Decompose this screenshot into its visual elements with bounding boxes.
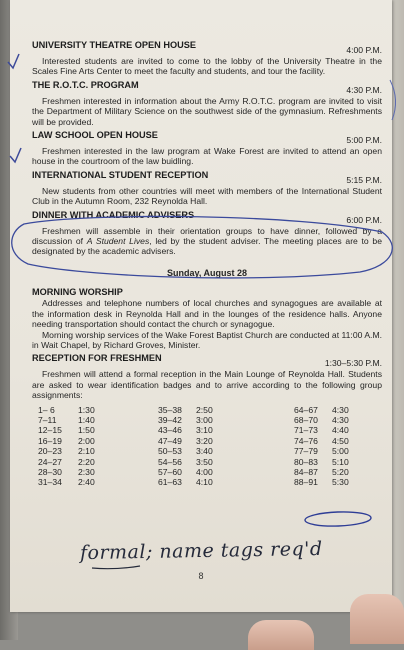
handwritten-note: formal; name tags req'd	[79, 537, 323, 565]
arrival-time: 3:50	[196, 456, 213, 467]
group-range: 35–38	[158, 404, 182, 415]
arrival-time: 4:10	[196, 477, 213, 488]
arrival-time: 2:40	[78, 477, 95, 488]
group-range: 57–60	[158, 466, 182, 477]
event-section	[32, 353, 382, 400]
arrival-time: 2:50	[196, 404, 213, 415]
event-section	[32, 130, 382, 167]
arrival-time: 3:40	[196, 446, 213, 457]
arrival-time: 2:10	[78, 446, 95, 457]
arrival-time: 4:30	[332, 404, 349, 415]
event-title: UNIVERSITY THEATRE OPEN HOUSE	[32, 40, 197, 50]
group-range: 1– 6	[38, 404, 55, 415]
left-thumb	[248, 620, 314, 650]
table-row	[32, 446, 382, 456]
group-range: 54–56	[158, 456, 182, 467]
arrival-time: 5:00	[332, 446, 349, 457]
group-assignment-table	[32, 405, 382, 488]
arrival-time: 1:50	[78, 425, 95, 436]
event-description: Freshmen will attend a formal reception in the Main Lounge of Reynolda Hall. Students are asked to wear identification badges and to arrive according to the following group assignments:	[32, 369, 382, 401]
event-section	[32, 40, 382, 77]
event-description: New students from other countries will meet with members of the International Student Club in the Autumn Room, 232 Reynolda Hall.	[32, 185, 382, 207]
event-title: MORNING WORSHIP	[32, 287, 123, 298]
arrival-time: 4:30	[332, 414, 349, 425]
event-header	[32, 40, 382, 56]
arrival-time: 5:20	[332, 466, 349, 477]
event-header	[32, 80, 382, 96]
event-description: Interested students are invited to come to the lobby of the University Theatre in the Scales Fine Arts Center to meet the faculty and students, and tour the facility.	[32, 56, 382, 77]
event-description: Addresses and telephone numbers of local churches and synagogues are available at the information desk in Reynolda Hall and in the lounges of the residence halls. Anyone needing transportation should contact the church or synagogue.	[32, 298, 382, 330]
arrival-time: 5:30	[332, 477, 349, 488]
page-content	[32, 40, 382, 488]
event-header	[32, 287, 382, 298]
event-section	[32, 80, 382, 127]
event-section	[32, 287, 382, 350]
group-range: 12–15	[38, 425, 62, 436]
group-range: 50–53	[158, 446, 182, 457]
group-range: 61–63	[158, 477, 182, 488]
right-thumb	[350, 594, 404, 644]
group-range: 43–46	[158, 425, 182, 436]
arrival-time: 3:00	[196, 414, 213, 425]
event-section	[32, 210, 382, 257]
event-title: THE R.O.T.C. PROGRAM	[32, 79, 139, 90]
holding-hand	[0, 600, 404, 640]
event-header	[32, 170, 382, 186]
group-range: 80–83	[294, 456, 318, 467]
event-time: 6:00 P.M.	[346, 214, 382, 225]
arrival-time: 4:40	[332, 425, 349, 436]
arrival-time: 2:20	[78, 456, 95, 467]
group-range: 47–49	[158, 435, 182, 446]
group-range: 88–91	[294, 477, 318, 488]
group-range: 77–79	[294, 446, 318, 457]
event-title: RECEPTION FOR FRESHMEN	[32, 353, 162, 364]
sunday-events	[32, 287, 382, 400]
group-range: 24–27	[38, 456, 62, 467]
arrival-time: 2:00	[78, 435, 95, 446]
arrival-time: 4:50	[332, 435, 349, 446]
group-range: 20–23	[38, 446, 62, 457]
arrival-time: 4:00	[196, 466, 213, 477]
day-heading: Sunday, August 28	[166, 267, 247, 278]
event-section	[32, 170, 382, 207]
event-description: Freshmen interested in the law program at Wake Forest are invited to attend an open house in the courtroom of the law buidling.	[32, 146, 382, 167]
group-range: 71–73	[294, 425, 318, 436]
event-title: INTERNATIONAL STUDENT RECEPTION	[32, 169, 209, 180]
table-row	[32, 477, 382, 487]
event-title: DINNER WITH ACADEMIC ADVISERS	[32, 209, 195, 220]
arrival-time: 1:30	[78, 404, 95, 415]
table-row	[32, 405, 382, 415]
event-time: 1:30–5:30 P.M.	[324, 358, 382, 369]
group-range: 39–42	[158, 414, 182, 425]
arrival-time: 5:10	[332, 456, 349, 467]
group-range: 84–87	[294, 466, 318, 477]
table-row	[32, 415, 382, 425]
table-row	[32, 467, 382, 477]
event-time: 4:00 P.M.	[346, 45, 382, 55]
arrival-time: 2:30	[78, 466, 95, 477]
table-row	[32, 457, 382, 467]
event-description: Freshmen interested in information about the Army R.O.T.C. program are invited to visit the Department of Military Science on the southwest side of the gymnasium. Refreshments will be provided.	[32, 95, 382, 127]
arrival-time: 3:10	[196, 425, 213, 436]
event-header	[32, 130, 382, 146]
arrival-time: 3:20	[196, 435, 213, 446]
group-range: 64–67	[294, 404, 318, 415]
event-time: 4:30 P.M.	[346, 84, 382, 95]
group-range: 28–30	[38, 466, 62, 477]
booklet-page	[10, 0, 392, 612]
table-row	[32, 425, 382, 435]
arrival-time: 1:40	[78, 414, 95, 425]
page-number: 8	[198, 571, 204, 581]
group-range: 31–34	[38, 477, 62, 488]
event-header	[32, 210, 382, 226]
afternoon-events	[32, 40, 382, 257]
group-range: 7–11	[38, 414, 57, 425]
group-range: 68–70	[294, 414, 318, 425]
event-time: 5:15 P.M.	[346, 174, 382, 185]
group-range: 74–76	[294, 435, 318, 446]
group-range: 16–19	[38, 435, 62, 446]
event-description: Freshmen will assemble in their orientation groups to have dinner, followed by a discussion of A Student Lives, led by the student adviser. The meeting places are to be designated by the academic advisers.	[32, 225, 382, 257]
event-time: 5:00 P.M.	[346, 135, 382, 146]
event-description: Morning worship services of the Wake Forest Baptist Church are conducted at 11:00 A.M. in Wait Chapel, by Richard Groves, Minister.	[32, 329, 382, 350]
table-row	[32, 436, 382, 446]
event-title: LAW SCHOOL OPEN HOUSE	[32, 130, 158, 141]
event-header	[32, 353, 382, 369]
